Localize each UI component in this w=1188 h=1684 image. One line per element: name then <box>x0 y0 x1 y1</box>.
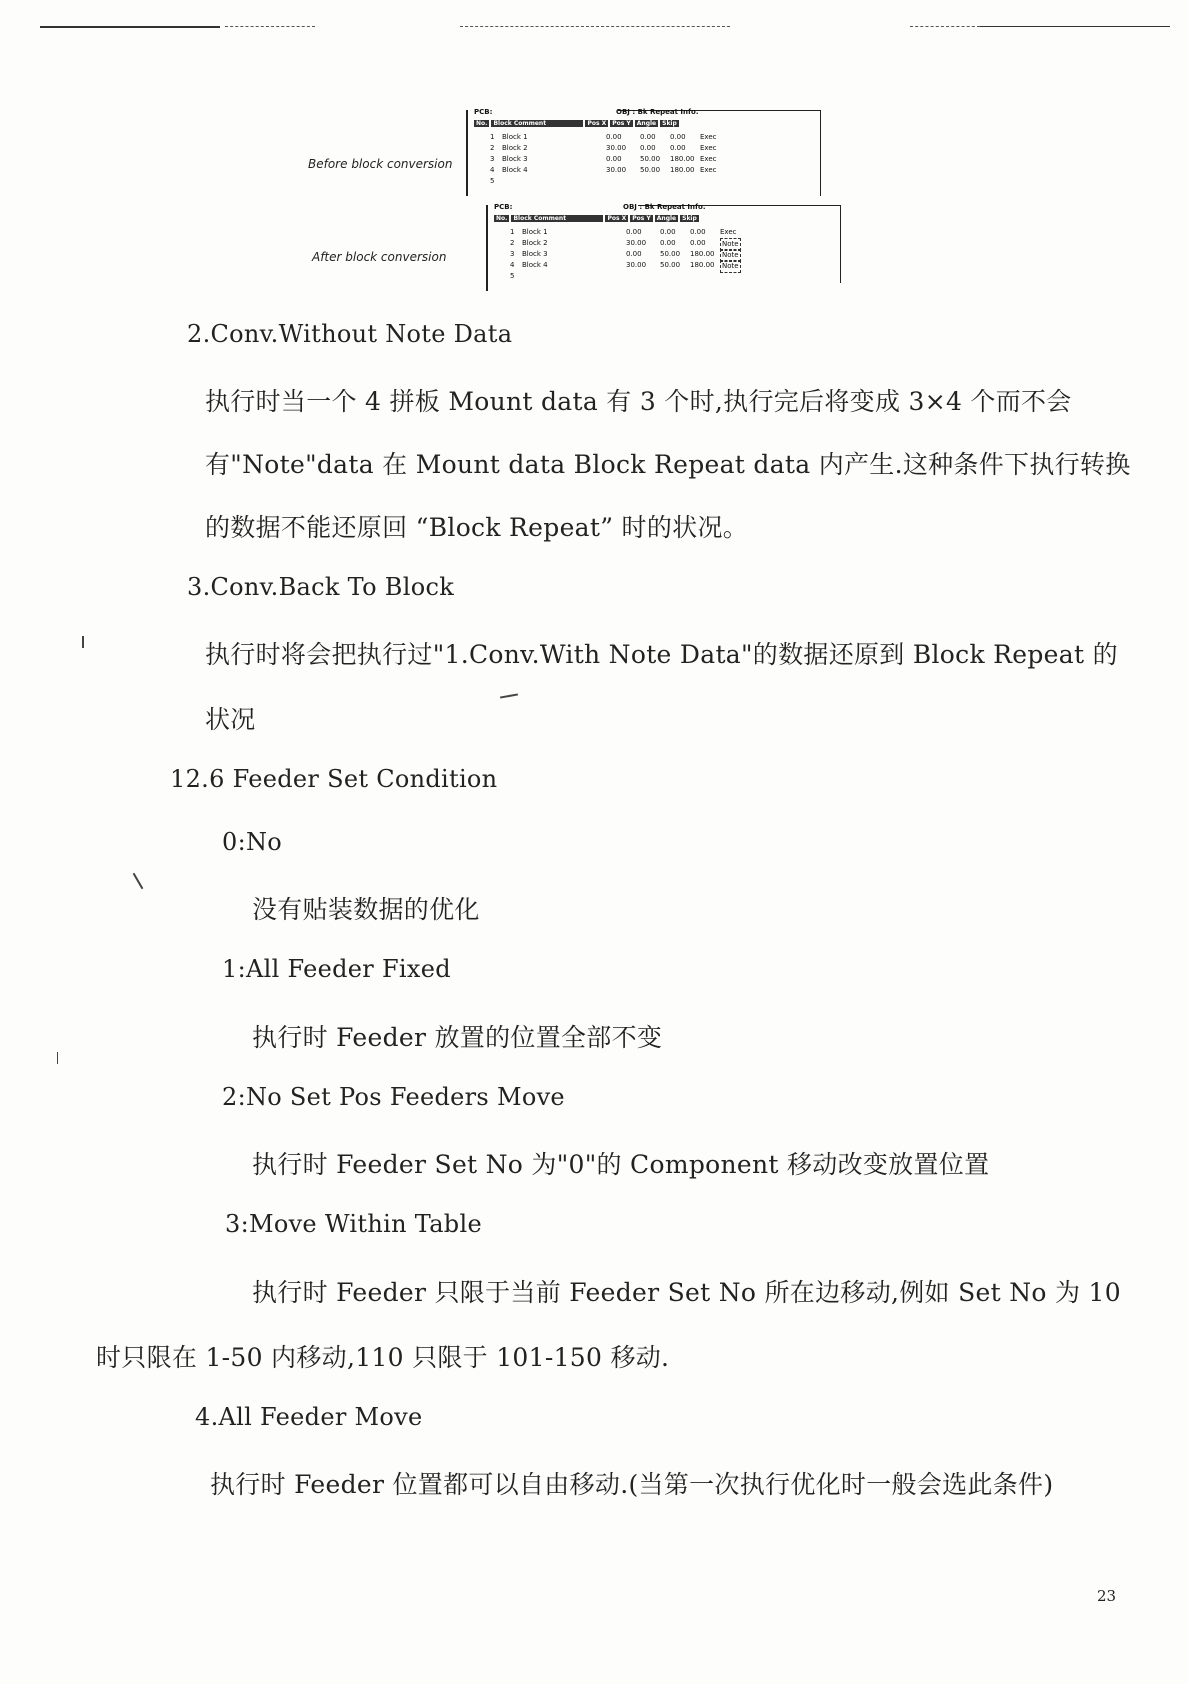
after-cell-a: 180.00 <box>690 250 715 258</box>
after-cell-no: 1 <box>510 228 515 236</box>
before-cell-no: 3 <box>490 155 495 163</box>
before-table-row <box>468 176 768 187</box>
before-header-comment: Block Comment <box>491 120 583 127</box>
section-heading-feeder-set-condition: 12.6 Feeder Set Condition <box>170 765 498 793</box>
before-cell-no: 5 <box>490 177 495 185</box>
after-cell-name: Block 1 <box>522 228 548 236</box>
before-cell-x: 30.00 <box>606 166 627 174</box>
option-move-within-table: 3:Move Within Table <box>225 1210 482 1238</box>
before-header-angle: Angle <box>636 120 657 127</box>
scan-mark <box>57 1052 58 1064</box>
before-cell-y: 50.00 <box>640 166 661 174</box>
before-header-skip: Skip <box>662 120 677 127</box>
before-cell-a: 0.00 <box>670 133 686 141</box>
option-description: 执行时 Feeder 放置的位置全部不变 <box>252 1023 663 1052</box>
after-cell-x: 30.00 <box>626 239 647 247</box>
after-table <box>486 205 840 291</box>
after-cell-a: 0.00 <box>690 239 706 247</box>
top-rule-middle <box>460 26 730 27</box>
after-conversion-label: After block conversion <box>312 250 447 264</box>
after-table-row <box>488 249 788 260</box>
before-table-header <box>474 120 679 127</box>
after-cell-s: Exec <box>720 228 737 236</box>
option-description: 没有贴装数据的优化 <box>252 895 480 924</box>
top-rule-left <box>40 26 220 28</box>
before-cell-x: 0.00 <box>606 133 622 141</box>
after-cell-name: Block 2 <box>522 239 548 247</box>
scan-mark <box>82 636 84 648</box>
page-number: 23 <box>1097 1587 1117 1605</box>
after-header-y: Pos Y <box>632 215 651 222</box>
before-cell-s: Exec <box>700 144 717 152</box>
before-cell-s: Exec <box>700 155 717 163</box>
after-cell-a: 180.00 <box>690 261 715 269</box>
option-description: 执行时 Feeder Set No 为"0"的 Component 移动改变放置位置 <box>252 1150 990 1179</box>
before-cell-x: 0.00 <box>606 155 622 163</box>
before-cell-name: Block 3 <box>502 155 528 163</box>
after-cell-no: 3 <box>510 250 515 258</box>
before-cell-y: 0.00 <box>640 144 656 152</box>
after-cell-no: 4 <box>510 261 515 269</box>
after-cell-x: 0.00 <box>626 250 642 258</box>
before-cell-no: 4 <box>490 166 495 174</box>
after-table-row <box>488 227 788 238</box>
option-description-continued: 时只限在 1-50 内移动,110 只限于 101-150 移动. <box>96 1343 670 1372</box>
paragraph-line: 执行时当一个 4 拼板 Mount data 有 3 个时,执行完后将变成 3×4 个而不会 <box>205 387 1072 416</box>
option-no-set-pos-feeders-move: 2:No Set Pos Feeders Move <box>222 1083 565 1111</box>
before-header-y: Pos Y <box>612 120 631 127</box>
after-cell-y: 0.00 <box>660 228 676 236</box>
after-cell-y: 50.00 <box>660 250 681 258</box>
after-header-no: No. <box>496 215 508 222</box>
after-header-comment: Block Comment <box>511 215 603 222</box>
before-cell-a: 180.00 <box>670 155 695 163</box>
after-cell-s: Note <box>720 249 741 262</box>
paragraph-line: 的数据不能还原回 “Block Repeat” 时的状况。 <box>205 513 749 542</box>
before-cell-y: 0.00 <box>640 133 656 141</box>
after-cell-a: 0.00 <box>690 228 706 236</box>
paragraph-line: 有"Note"data 在 Mount data Block Repeat data 内产生.这种条件下执行转换 <box>205 450 1131 479</box>
before-table-right-frame <box>820 110 821 196</box>
after-cell-y: 0.00 <box>660 239 676 247</box>
top-rule-right <box>980 26 1170 27</box>
before-pcb-label: PCB: <box>474 108 493 116</box>
after-table-header <box>494 215 699 222</box>
after-cell-s: Note <box>720 260 741 273</box>
before-cell-a: 180.00 <box>670 166 695 174</box>
before-table-row <box>468 165 768 176</box>
before-header-x: Pos X <box>587 120 607 127</box>
before-table <box>466 110 820 196</box>
before-header-no: No. <box>476 120 488 127</box>
before-table-row <box>468 132 768 143</box>
before-cell-a: 0.00 <box>670 144 686 152</box>
heading-conv-without-note: 2.Conv.Without Note Data <box>187 320 513 348</box>
after-cell-name: Block 4 <box>522 261 548 269</box>
after-table-right-frame <box>840 205 841 283</box>
before-cell-no: 1 <box>490 133 495 141</box>
after-cell-no: 2 <box>510 239 515 247</box>
after-cell-no: 5 <box>510 272 515 280</box>
scan-mark <box>133 873 144 890</box>
before-cell-no: 2 <box>490 144 495 152</box>
after-cell-y: 50.00 <box>660 261 681 269</box>
before-cell-x: 30.00 <box>606 144 627 152</box>
option-all-feeder-fixed: 1:All Feeder Fixed <box>222 955 451 983</box>
before-obj-label: OBJ : Bk Repeat Info. <box>616 108 699 116</box>
before-cell-y: 50.00 <box>640 155 661 163</box>
after-header-x: Pos X <box>607 215 627 222</box>
option-description: 执行时 Feeder 只限于当前 Feeder Set No 所在边移动,例如 Set No 为 10 <box>252 1278 1121 1307</box>
before-cell-name: Block 1 <box>502 133 528 141</box>
paragraph-line: 状况 <box>205 705 256 734</box>
top-rule-left-dash <box>225 26 315 27</box>
before-table-row <box>468 154 768 165</box>
after-table-row <box>488 271 788 282</box>
after-table-row <box>488 260 788 271</box>
after-cell-s: Note <box>720 238 741 251</box>
after-cell-name: Block 3 <box>522 250 548 258</box>
after-cell-x: 30.00 <box>626 261 647 269</box>
before-cell-name: Block 2 <box>502 144 528 152</box>
after-header-angle: Angle <box>656 215 677 222</box>
after-pcb-label: PCB: <box>494 203 513 211</box>
before-conversion-label: Before block conversion <box>308 157 453 171</box>
before-table-row <box>468 143 768 154</box>
option-all-feeder-move: 4.All Feeder Move <box>195 1403 423 1431</box>
paragraph-line: 执行时将会把执行过"1.Conv.With Note Data"的数据还原到 Block Repeat 的 <box>205 640 1118 669</box>
before-cell-name: Block 4 <box>502 166 528 174</box>
option-description: 执行时 Feeder 位置都可以自由移动.(当第一次执行优化时一般会选此条件) <box>210 1470 1054 1499</box>
before-cell-s: Exec <box>700 133 717 141</box>
option-no: 0:No <box>222 828 283 856</box>
top-rule-right-dash <box>910 26 980 27</box>
heading-conv-back-to-block: 3.Conv.Back To Block <box>187 573 455 601</box>
before-cell-s: Exec <box>700 166 717 174</box>
after-obj-label: OBJ : Bk Repeat Info. <box>623 203 706 211</box>
scan-mark <box>500 693 518 698</box>
after-header-skip: Skip <box>682 215 697 222</box>
after-cell-x: 0.00 <box>626 228 642 236</box>
after-table-row <box>488 238 788 249</box>
